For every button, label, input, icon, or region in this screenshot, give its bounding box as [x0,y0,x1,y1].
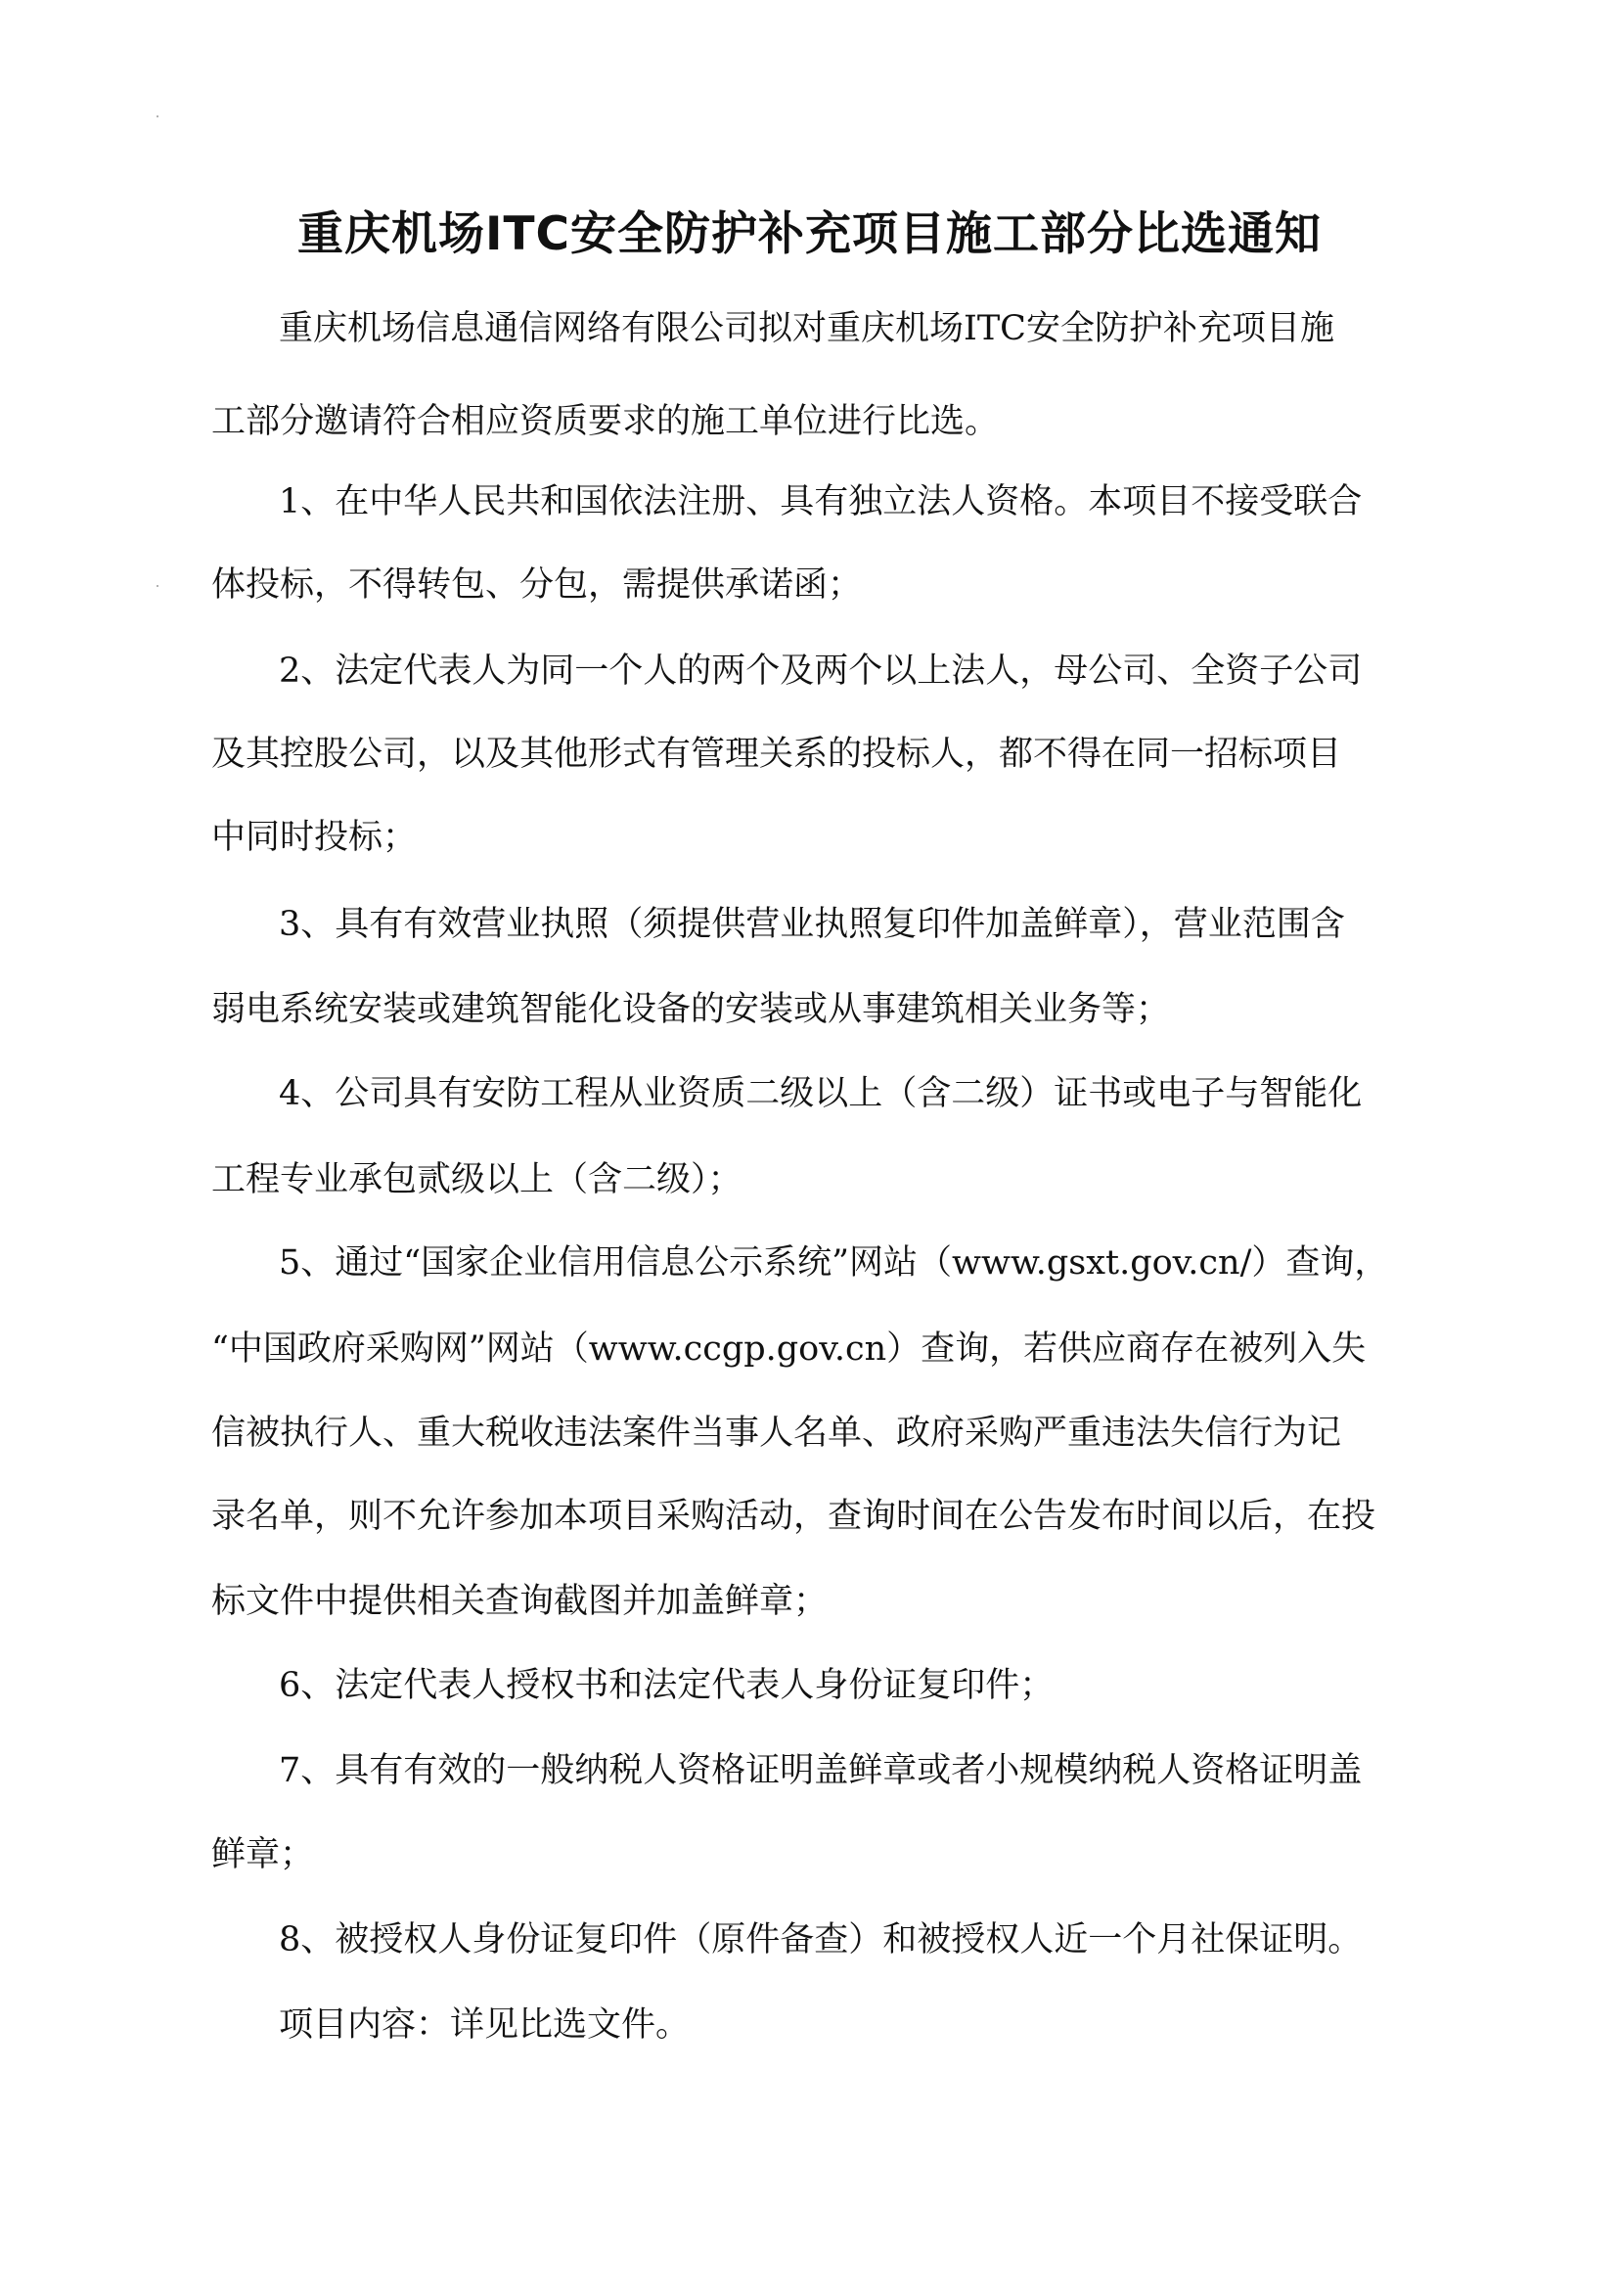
scan-speck [157,585,158,587]
item-8-line-1: 8、被授权人身份证复印件（原件备查）和被授权人近一个月社保证明。 [279,1920,1363,1959]
item-4-line-1: 4、公司具有安防工程从业资质二级以上（含二级）证书或电子与智能化 [279,1074,1363,1113]
item-5-line-2: “中国政府采购网”网站（www.ccgp.gov.cn）查询，若供应商存在被列入失 [211,1329,1367,1369]
notice-title: 重庆机场ITC安全防护补充项目施工部分比选通知 [296,207,1323,261]
item-5-line-4: 录名单，则不允许参加本项目采购活动，查询时间在公告发布时间以后，在投 [211,1497,1376,1536]
item-2-line-1: 2、法定代表人为同一个人的两个及两个以上法人，母公司、全资子公司 [279,652,1363,691]
item-2-line-2: 及其控股公司，以及其他形式有管理关系的投标人，都不得在同一招标项目 [211,735,1342,774]
item-5-line-5: 标文件中提供相关查询截图并加盖鲜章； [211,1582,829,1621]
scan-speck [157,115,158,117]
item-7-line-1: 7、具有有效的一般纳税人资格证明盖鲜章或者小规模纳税人资格证明盖 [279,1751,1363,1790]
item-5-line-1: 5、通过“国家企业信用信息公示系统”网站（www.gsxt.gov.cn/）查询， [279,1243,1389,1283]
intro-line-2: 工部分邀请符合相应资质要求的施工单位进行比选。 [211,402,1000,441]
item-3-line-1: 3、具有有效营业执照（须提供营业执照复印件加盖鲜章），营业范围含 [279,905,1345,944]
item-2-line-3: 中同时投标； [211,818,418,857]
project-content-line: 项目内容：详见比选文件。 [279,2005,691,2045]
item-3-line-2: 弱电系统安装或建筑智能化设备的安装或从事建筑相关业务等； [211,990,1171,1029]
item-1-line-2: 体投标，不得转包、分包，需提供承诺函； [211,565,863,605]
item-4-line-2: 工程专业承包贰级以上（含二级）； [211,1160,742,1199]
item-5-line-3: 信被执行人、重大税收违法案件当事人名单、政府采购严重违法失信行为记 [211,1414,1342,1453]
item-7-line-2: 鲜章； [211,1835,315,1874]
intro-line-1: 重庆机场信息通信网络有限公司拟对重庆机场ITC安全防护补充项目施 [279,309,1334,348]
item-6-line-1: 6、法定代表人授权书和法定代表人身份证复印件； [279,1666,1055,1705]
item-1-line-1: 1、在中华人民共和国依法注册、具有独立法人资格。本项目不接受联合 [279,482,1363,521]
